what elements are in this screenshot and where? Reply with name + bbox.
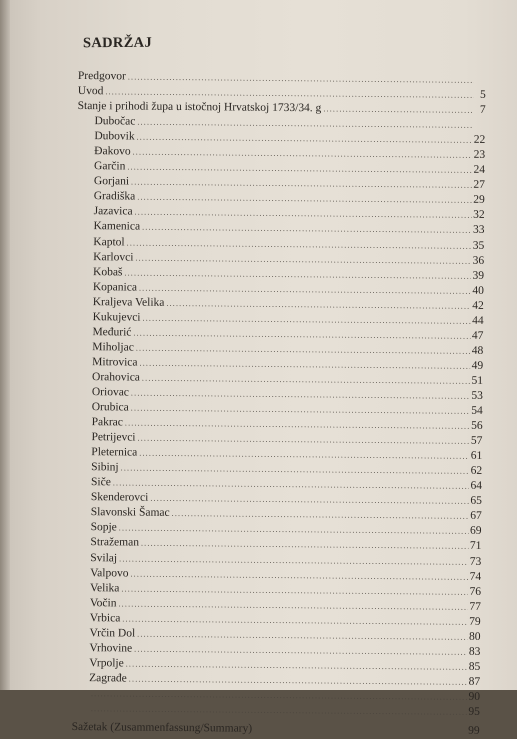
toc-entry-label: Pakrac [92,415,123,430]
toc-entry-label: Sopje [91,521,117,536]
toc-leader-dots [254,732,466,734]
toc-leader-dots [323,101,473,117]
toc-entry-label: Vrbica [90,611,121,626]
toc-entry-label: Svilaj [90,551,117,566]
toc-page-number: 80 [469,630,481,645]
toc-entry-label: Međurić [92,325,131,340]
toc-page-number: 23 [474,148,486,163]
toc-entry-label: Đakovo [94,144,131,159]
toc-entry-label: Pleternica [91,445,137,460]
toc-entry-label: Miholjac [92,340,134,355]
toc-page-number: 76 [469,584,481,599]
toc-page-number: 39 [472,268,484,283]
toc-page-number: 22 [474,133,486,148]
book-spine-shadow [0,0,10,690]
toc-entry-label: Karlovci [93,250,133,265]
toc-leader-dots [91,701,467,720]
toc-page-number: 48 [472,344,484,359]
toc-entry-label: Predgovor [78,69,126,84]
toc-entry [72,701,480,720]
toc-page-number: 57 [471,434,483,449]
toc-page-number: 29 [473,193,485,208]
toc-entry-label: Stražeman [90,536,139,551]
toc-page-number: 71 [470,539,482,554]
toc-entry-label: Siče [91,475,111,490]
toc-page-number: 83 [469,645,481,660]
toc-entry-label: Kaptol [93,235,124,250]
toc-page-number: 51 [471,374,483,389]
toc-entry-label: Vrhovine [89,641,132,656]
toc-entry-label: Vrčin Dol [90,626,136,641]
toc-page-number: 44 [472,314,484,329]
toc-page-number: 42 [472,298,484,313]
toc-page-number: 95 [468,705,480,720]
toc-page-number: 87 [469,675,481,690]
toc-page-number: 53 [471,389,483,404]
toc-page-number: 27 [473,178,485,193]
toc-entry-label: Gradiška [94,190,136,205]
toc-entry-label: Gorjani [94,174,129,189]
toc-entry-label: Petrijevci [91,430,135,445]
toc-entry-label: Kraljeva Velika [93,295,165,311]
toc-page-number: 54 [471,404,483,419]
toc-entry-label: Orahovica [92,370,140,385]
toc-page-number: 36 [473,253,485,268]
toc-page-number: 5 [476,88,486,103]
toc-page-number: 77 [469,599,481,614]
toc-page-number: 74 [470,569,482,584]
toc-entry-label: Kopanica [93,280,137,295]
toc-entry-label: Uvod [78,84,104,99]
toc-page-number: 35 [473,238,485,253]
toc-page-number: 40 [472,283,484,298]
toc-page-number: 67 [470,509,482,524]
toc-entry-label: Sažetak (Zusammenfassung/Summary) [72,720,253,737]
toc-entry-label: Orubica [92,400,129,415]
toc-entry-label: Slavonski Šamac [91,506,170,522]
toc-page-number: 65 [470,494,482,509]
toc-page-number: 56 [471,419,483,434]
toc-page-number: 61 [471,449,483,464]
toc-page-number: 79 [469,614,481,629]
toc-page-number: 47 [472,329,484,344]
toc-page-number: 24 [473,163,485,178]
toc-entry-label: Dubovik [94,129,134,144]
toc-entry-label: Oriovac [92,385,129,400]
toc-page-number: 99 [468,724,480,739]
toc-page-number: 49 [472,359,484,374]
toc-entry-label: Skenderovci [91,490,149,506]
toc-entry-label: Jazavica [94,205,133,220]
toc-page-number: 62 [471,464,483,479]
toc-entry-label: Kobaš [93,265,123,280]
toc-entry-label: Dubočac [94,114,135,129]
toc-page-number: 33 [473,223,485,238]
toc-entry-label: Vočin [90,596,117,611]
toc-entry-label: Stanje i prihodi župa u istočnoj Hrvatskoj 1733/34. g [78,99,322,116]
toc-entry [72,720,480,739]
toc-entry-label: Mitrovica [92,355,138,370]
toc-entry-label: Kamenica [93,220,140,235]
toc-page-number: 90 [468,690,480,705]
toc-entry-label: Garčin [94,159,125,174]
toc-entry-label: Vrpolje [89,656,124,671]
toc-page-number: 32 [473,208,485,223]
toc-page-number: 64 [470,479,482,494]
page-title: SADRŽAJ [83,35,152,52]
toc-entry-label: Kukujevci [93,310,141,325]
toc-entry-label: Zagrađe [89,671,127,686]
toc-page-number: 7 [476,103,486,118]
table-of-contents [72,69,486,739]
toc-page-number: 69 [470,524,482,539]
toc-entry-label: Velika [90,581,120,596]
toc-entry-label: Sibinj [91,460,119,475]
toc-entry-label: Valpovo [90,566,128,581]
toc-page-number: 73 [470,554,482,569]
toc-page-number: 85 [469,660,481,675]
